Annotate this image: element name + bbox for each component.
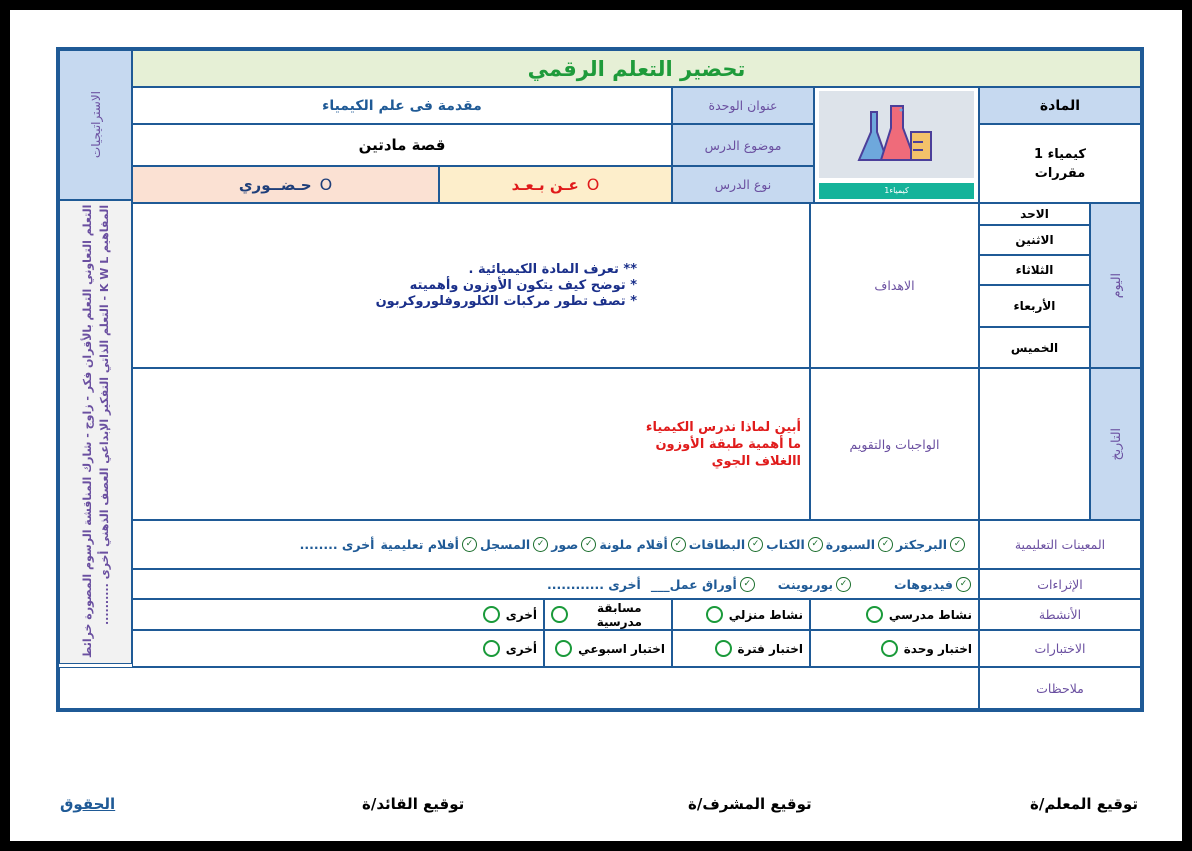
radio-icon[interactable] [483, 640, 500, 657]
homework-cell [132, 368, 810, 520]
activities-label: الأنشطة [1038, 607, 1082, 622]
enrich-item: أوراق عمل___ [650, 576, 737, 592]
test-label: اختبار وحدة [903, 641, 972, 656]
remote-cell[interactable] [439, 166, 672, 203]
objectives-text [376, 262, 637, 310]
enrich-item: بوربوينت [777, 576, 834, 592]
unit-value: مقدمة فى علم الكيمياء [322, 97, 482, 114]
aids-label: المعينات التعليمية [1014, 537, 1106, 552]
test-term[interactable] [672, 630, 810, 667]
lesson-value-cell [132, 124, 672, 166]
objective-line: ** تعرف المادة الكيميائية . [468, 261, 637, 277]
check-icon[interactable]: ✓ [462, 537, 477, 552]
inperson-radio-icon: O [319, 175, 333, 194]
lesson-value: قصة مادتين [358, 136, 446, 154]
day-wednesday[interactable] [979, 285, 1090, 327]
notes-label-cell [979, 667, 1141, 709]
enrich-other: أخرى ............ [546, 576, 641, 592]
unit-label-cell [672, 87, 814, 124]
check-icon[interactable]: ✓ [808, 537, 823, 552]
subject-value-cell [979, 124, 1141, 203]
enrich-item: فيديوهات [894, 576, 953, 592]
image-caption: كيمياء1 [819, 183, 974, 199]
aid-item: أقلام ملونة [599, 537, 668, 552]
homework-label: الواجبات والتقويم [849, 436, 940, 452]
check-icon[interactable]: ✓ [671, 537, 686, 552]
activities-label-cell [979, 599, 1141, 630]
day-tuesday[interactable] [979, 255, 1090, 285]
test-label: اختبار اسبوعي [578, 641, 665, 656]
subject-image-cell [814, 87, 979, 203]
objective-line: * توضح كيف يتكون الأوزون وأهميته [409, 277, 637, 293]
teacher-signature: توقيع المعلم/ة [1030, 795, 1138, 813]
radio-icon[interactable] [706, 606, 723, 623]
lesson-plan-table [56, 47, 1144, 712]
aid-item: البطاقات [688, 537, 746, 552]
aid-other: أخرى ........ [299, 537, 375, 552]
day-label: الأربعاء [1013, 299, 1056, 313]
date-header-label: التاريخ [1108, 427, 1123, 461]
unit-value-cell [132, 87, 672, 124]
day-label: الاثنين [1015, 233, 1054, 247]
test-weekly[interactable] [544, 630, 672, 667]
day-header-label: اليوم [1108, 272, 1123, 299]
aids-label-cell [979, 520, 1141, 569]
radio-icon[interactable] [881, 640, 898, 657]
homework-label-cell [810, 368, 979, 520]
objective-line: * تصف تطور مركبات الكلوروفلوروكربون [375, 293, 637, 309]
check-icon[interactable]: ✓ [740, 577, 755, 592]
test-label: أخرى [505, 641, 537, 656]
inperson-cell[interactable] [132, 166, 439, 203]
lab-flasks-image [819, 91, 974, 178]
strategies-text: التعلم التعاوني التعلم بالأقران فكر - زاوج - شارك المناقشة الرسوم المصورة خرائط المفاهيم K W L - التعلم الذاتي التفكير الإبداعي العصف الذهني أخرى .......... [80, 205, 111, 659]
activity-label: مسابقة مدرسية [596, 600, 642, 629]
activity-school[interactable] [810, 599, 979, 630]
remote-label: عـن بـعـد [511, 175, 579, 194]
rights-link[interactable]: الحقوق [60, 795, 116, 813]
radio-icon[interactable] [551, 606, 568, 623]
strategies-header-label: الاستراتيجيات [88, 91, 103, 159]
lesson-type-label: نوع الدرس [714, 177, 772, 192]
lesson-label: موضوع الدرس [704, 137, 782, 153]
aid-item: صور [551, 537, 579, 552]
lesson-type-label-cell [672, 166, 814, 203]
radio-icon[interactable] [555, 640, 572, 657]
radio-icon[interactable] [866, 606, 883, 623]
activity-contest[interactable] [544, 599, 672, 630]
day-sunday[interactable] [979, 203, 1090, 225]
enrich-cell [132, 569, 979, 599]
check-icon[interactable]: ✓ [748, 537, 763, 552]
activity-label: نشاط منزلي [728, 607, 803, 622]
tests-label-cell [979, 630, 1141, 667]
objectives-label: الاهداف [874, 278, 915, 293]
radio-icon[interactable] [715, 640, 732, 657]
homework-text [646, 419, 801, 470]
day-label: الاحد [1020, 207, 1049, 221]
check-icon[interactable]: ✓ [950, 537, 965, 552]
title-bar [132, 50, 1141, 87]
page-title: تحضير التعلم الرقمي [527, 56, 746, 81]
aid-item: المسجل [479, 537, 531, 552]
notes-value-cell[interactable] [59, 667, 979, 709]
day-label: الثلاثاء [1015, 263, 1054, 277]
subject-value-1: كيمياء 1 [1034, 146, 1086, 162]
leader-signature: توقيع القائد/ة [362, 795, 465, 813]
enrich-label: الإثراءات [1037, 576, 1083, 592]
homework-line: االغلاف الجوي [711, 453, 801, 469]
objectives-cell [132, 203, 810, 368]
aid-item: البرجكتر [895, 537, 947, 552]
date-header [1090, 368, 1141, 520]
activity-home[interactable] [672, 599, 810, 630]
check-icon[interactable]: ✓ [836, 577, 851, 592]
day-monday[interactable] [979, 225, 1090, 255]
homework-line: ما أهمية طبقة الأوزون [655, 436, 801, 452]
check-icon[interactable]: ✓ [533, 537, 548, 552]
strategies-header [59, 50, 132, 200]
check-icon[interactable]: ✓ [581, 537, 596, 552]
activity-label: نشاط مدرسي [888, 607, 972, 622]
test-label: اختبار فترة [737, 641, 803, 656]
aid-item: الكتاب [766, 537, 805, 552]
supervisor-signature: توقيع المشرف/ة [688, 795, 812, 813]
day-thursday[interactable] [979, 327, 1090, 368]
objectives-label-cell [810, 203, 979, 368]
tests-label: الاختبارات [1034, 641, 1086, 656]
activity-other[interactable] [132, 599, 544, 630]
check-icon[interactable]: ✓ [956, 577, 971, 592]
subject-value-2: مقررات [1034, 165, 1086, 181]
day-header [1090, 203, 1141, 368]
flask-icon [857, 102, 937, 168]
date-value-cell[interactable] [979, 368, 1090, 520]
inperson-label: حـضــوري [238, 175, 312, 194]
activity-label: أخرى [505, 607, 537, 622]
homework-line: أبين لماذا ندرس الكيمياء [645, 419, 801, 435]
radio-icon[interactable] [483, 606, 500, 623]
unit-label: عنوان الوحدة [708, 98, 778, 113]
day-label: الخميس [1010, 340, 1059, 355]
aids-cell [132, 520, 979, 569]
notes-label: ملاحظات [1036, 680, 1084, 696]
enrich-label-cell [979, 569, 1141, 599]
test-other[interactable] [132, 630, 544, 667]
test-unit[interactable] [810, 630, 979, 667]
check-icon[interactable]: ✓ [878, 537, 893, 552]
aid-item: السبورة [825, 537, 875, 552]
lesson-label-cell [672, 124, 814, 166]
page [10, 10, 1182, 841]
subject-label-cell [979, 87, 1141, 124]
remote-radio-icon: O [586, 175, 600, 194]
strategies-list [59, 200, 132, 664]
subject-label: المادة [1039, 97, 1081, 114]
aid-item: أفلام تعليمية [380, 537, 459, 552]
